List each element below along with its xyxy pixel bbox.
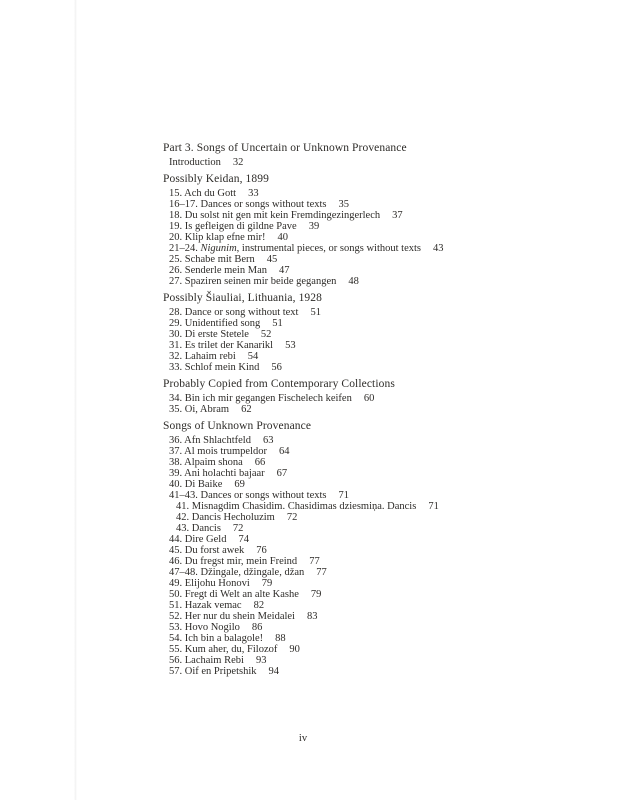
toc-item-page-number: 67 xyxy=(276,468,288,479)
toc-item-title-text: 31. Es trilet der Kanarikl xyxy=(169,340,274,351)
toc-item xyxy=(163,276,493,287)
toc-item xyxy=(163,534,493,545)
toc-item xyxy=(163,578,493,589)
toc-item-title-text: 29. Unidentified song xyxy=(169,318,261,329)
toc-item-page-number: 51 xyxy=(310,307,321,318)
toc-item-page-number: 56 xyxy=(271,362,282,373)
toc-item-title xyxy=(169,457,243,468)
toc-section xyxy=(163,378,493,415)
toc-item-title xyxy=(169,307,298,318)
toc-item-title xyxy=(169,567,304,578)
toc-item-title xyxy=(169,340,273,351)
toc-item-title xyxy=(169,393,352,404)
toc-item-title xyxy=(169,655,244,666)
toc-item-title xyxy=(169,329,249,340)
toc-item-title xyxy=(169,243,421,254)
toc-item-title xyxy=(169,232,266,243)
toc-item-title-text: 30. Di erste Stetele xyxy=(169,329,249,340)
section-items xyxy=(163,435,493,677)
toc-item-title-text: 25. Schabe mit Bern xyxy=(169,254,255,265)
toc-item-page-number: 45 xyxy=(266,254,278,265)
toc-item-page-number: 72 xyxy=(232,523,244,534)
toc-item-title xyxy=(169,435,251,446)
toc-item-page-number: 77 xyxy=(316,567,327,578)
toc-item-title xyxy=(169,589,299,600)
toc-item-page-number: 66 xyxy=(254,457,266,468)
toc-item xyxy=(163,404,493,415)
toc-item-page-number: 40 xyxy=(277,232,289,243)
toc-item xyxy=(163,490,493,501)
toc-item-page-number: 60 xyxy=(363,393,375,404)
toc-item xyxy=(163,556,493,567)
toc-item-title xyxy=(169,622,240,633)
toc-item-page-number: 54 xyxy=(247,351,259,362)
toc-item-title xyxy=(176,501,416,512)
toc-item-title-text: 32. Lahaim rebi xyxy=(169,351,236,362)
toc-item xyxy=(163,501,493,512)
section-heading: Songs of Unknown Provenance xyxy=(163,420,312,432)
toc-item-title-text: 53. Hovo Nogilo xyxy=(169,622,240,633)
toc-item-title xyxy=(169,404,229,415)
toc-item-title-italic: Nigunim xyxy=(200,243,237,254)
toc-item-title-text: 28. Dance or song without text xyxy=(169,307,299,318)
page-edge-line xyxy=(74,0,77,800)
sections xyxy=(163,173,493,677)
toc-item xyxy=(163,307,493,318)
toc-item-title-text: 42. Dancis Hecholuzim xyxy=(176,512,275,523)
toc-section xyxy=(163,292,493,373)
toc-item-title-text: 44. Dire Geld xyxy=(169,534,227,545)
toc-item-page-number: 35 xyxy=(338,199,349,210)
toc-item-title-text: 15. Ach du Gott xyxy=(169,188,237,199)
toc-item xyxy=(163,611,493,622)
toc-item xyxy=(163,199,493,210)
toc-item-title-text: 20. Klip klap efne mir! xyxy=(169,232,266,243)
toc-item-page-number: 88 xyxy=(275,633,286,644)
toc-item-page-number: 93 xyxy=(255,655,267,666)
toc-item-page-number: 71 xyxy=(338,490,349,501)
toc-item-title xyxy=(169,578,250,589)
toc-item xyxy=(163,351,493,362)
toc-item-title xyxy=(169,633,263,644)
toc-item xyxy=(163,318,493,329)
toc-item-page-number: 79 xyxy=(261,578,273,589)
toc-item-title xyxy=(169,468,265,479)
toc-item-page-number: 51 xyxy=(272,318,283,329)
toc-item-title-text: 41–43. Dances or songs without texts xyxy=(169,490,327,501)
toc-item-page-number: 72 xyxy=(286,512,298,523)
toc-item-page-number: 53 xyxy=(285,340,296,351)
toc-item-page-number: 76 xyxy=(256,545,267,556)
toc-item xyxy=(163,457,493,468)
toc-item-title-text: 38. Alpaim shona xyxy=(169,457,243,468)
table-of-contents xyxy=(163,141,493,677)
toc-item-title-text: 36. Afn Shlachtfeld xyxy=(169,435,251,446)
toc-item-title xyxy=(169,188,236,199)
toc-item-title-text: 35. Oi, Abram xyxy=(169,404,230,415)
toc-section xyxy=(163,420,493,677)
toc-item xyxy=(163,232,493,243)
toc-item-page-number: 74 xyxy=(238,534,249,545)
toc-item xyxy=(163,446,493,457)
toc-item-title-text: 45. Du forst awek xyxy=(169,545,245,556)
toc-item-title-text: 47–48. Džingale, džingale, džan xyxy=(169,567,305,578)
toc-item-title-text: 39. Ani holachti bajaar xyxy=(169,468,265,479)
toc-item-title xyxy=(169,534,226,545)
toc-item xyxy=(163,545,493,556)
toc-item-title-text: 18. Du solst nit gen mit kein Fremdingezingerlech xyxy=(169,210,381,221)
toc-item-page-number: 69 xyxy=(234,479,245,490)
toc-item-title-text: 52. Her nur du shein Meidalei xyxy=(169,611,295,622)
toc-item-title xyxy=(169,221,297,232)
toc-item-title-text: 26. Senderle mein Man xyxy=(169,265,267,276)
toc-item-title xyxy=(169,351,236,362)
toc-item-title xyxy=(169,611,295,622)
toc-item-page-number: 64 xyxy=(279,446,290,457)
toc-item-title xyxy=(169,556,297,567)
toc-item-page-number: 48 xyxy=(348,276,359,287)
toc-item-page-number: 63 xyxy=(262,435,274,446)
toc-item-page-number: 37 xyxy=(392,210,403,221)
toc-item-page-number: 79 xyxy=(310,589,322,600)
toc-item-title xyxy=(169,446,267,457)
toc-item-title xyxy=(169,490,327,501)
toc-item-title-text: 37. Al mois trumpeldor xyxy=(169,446,267,457)
toc-item-title-text: 57. Oif en Pripetshik xyxy=(169,666,257,677)
toc-item-page-number: 94 xyxy=(268,666,279,677)
toc-item-title-text: 51. Hazak vemac xyxy=(169,600,242,611)
toc-item-title-text: 34. Bin ich mir gegangen Fischelech keifen xyxy=(169,393,352,404)
toc-item-page-number: 71 xyxy=(428,501,439,512)
toc-item-page-number: 52 xyxy=(260,329,272,340)
toc-item xyxy=(163,600,493,611)
toc-item-page-number: 47 xyxy=(278,265,290,276)
toc-item-title-text: 40. Di Baike xyxy=(169,479,223,490)
toc-item xyxy=(163,666,493,677)
section-items xyxy=(163,393,493,415)
section-items xyxy=(163,307,493,373)
toc-item-title xyxy=(169,254,255,265)
toc-item xyxy=(163,243,493,254)
toc-item-title xyxy=(169,318,260,329)
toc-item-title xyxy=(169,600,242,611)
toc-item xyxy=(163,329,493,340)
toc-item xyxy=(163,210,493,221)
toc-item xyxy=(163,340,493,351)
toc-item-title-text: 27. Spaziren seinen mir beide gegangen xyxy=(169,276,337,287)
toc-section xyxy=(163,173,493,287)
section-items xyxy=(163,188,493,287)
toc-item xyxy=(163,622,493,633)
toc-item xyxy=(163,479,493,490)
toc-item-title-text: 33. Schlof mein Kind xyxy=(169,362,260,373)
toc-item-page-number: 86 xyxy=(251,622,263,633)
toc-item-title-text: 54. Ich bin a balagole! xyxy=(169,633,264,644)
toc-item-title-text: 56. Lachaim Rebi xyxy=(169,655,244,666)
toc-item xyxy=(163,254,493,265)
toc-item xyxy=(163,362,493,373)
toc-item-page-number: 43 xyxy=(432,243,444,254)
toc-item-page-number: 90 xyxy=(289,644,300,655)
section-heading: Possibly Šiauliai, Lithuania, 1928 xyxy=(163,292,322,304)
toc-item-title xyxy=(169,545,244,556)
toc-item-title xyxy=(176,512,275,523)
toc-item xyxy=(163,512,493,523)
introduction-page-number: 32 xyxy=(232,157,244,168)
toc-item-page-number: 82 xyxy=(253,600,265,611)
toc-item xyxy=(163,393,493,404)
toc-item xyxy=(163,435,493,446)
part-title: Part 3. Songs of Uncertain or Unknown Provenance xyxy=(163,142,407,154)
introduction-label: Introduction xyxy=(169,157,221,168)
toc-item-page-number: 33 xyxy=(248,188,259,199)
toc-item-title xyxy=(169,362,259,373)
toc-item-title xyxy=(176,523,221,534)
toc-item-page-number: 77 xyxy=(309,556,320,567)
toc-item-title-text: 19. Is gefleigen di gildne Pave xyxy=(169,221,297,232)
toc-item-title xyxy=(169,210,380,221)
toc-item xyxy=(163,188,493,199)
toc-item xyxy=(163,644,493,655)
toc-item-title-text: 43. Dancis xyxy=(176,523,221,534)
folio-page-number: iv xyxy=(298,733,308,744)
toc-item-title-text: 46. Du fregst mir, mein Freind xyxy=(169,556,298,567)
toc-item-title xyxy=(169,666,257,677)
toc-item-title-text: , instrumental pieces, or songs without texts xyxy=(236,243,421,254)
toc-item xyxy=(163,523,493,534)
toc-item xyxy=(163,265,493,276)
toc-item-title-text: 55. Kum aher, du, Filozof xyxy=(169,644,278,655)
toc-item-page-number: 83 xyxy=(306,611,318,622)
toc-item-title-text: 50. Fregt di Welt an alte Kashe xyxy=(169,589,299,600)
toc-item-title-text: 49. Elijohu Honovi xyxy=(169,578,250,589)
toc-item xyxy=(163,589,493,600)
toc-item-title xyxy=(169,644,277,655)
toc-item-title xyxy=(169,276,336,287)
toc-item xyxy=(163,655,493,666)
section-heading: Probably Copied from Contemporary Collections xyxy=(163,378,395,390)
section-heading: Possibly Keidan, 1899 xyxy=(163,173,269,185)
toc-item-title-text: 41. Misnagdim Chasidim. Chasidimas dziesmiņa. Dancis xyxy=(176,501,417,512)
toc-item-title-text: 16–17. Dances or songs without texts xyxy=(169,199,327,210)
toc-item-title-text: 21–24. xyxy=(169,243,201,254)
toc-item-page-number: 62 xyxy=(241,404,252,415)
toc-item xyxy=(163,567,493,578)
introduction-entry xyxy=(163,157,493,168)
toc-item-title xyxy=(169,479,222,490)
toc-item xyxy=(163,633,493,644)
toc-item-page-number: 39 xyxy=(308,221,320,232)
toc-item xyxy=(163,221,493,232)
toc-item-title xyxy=(169,199,327,210)
toc-item-title xyxy=(169,265,267,276)
toc-item xyxy=(163,468,493,479)
